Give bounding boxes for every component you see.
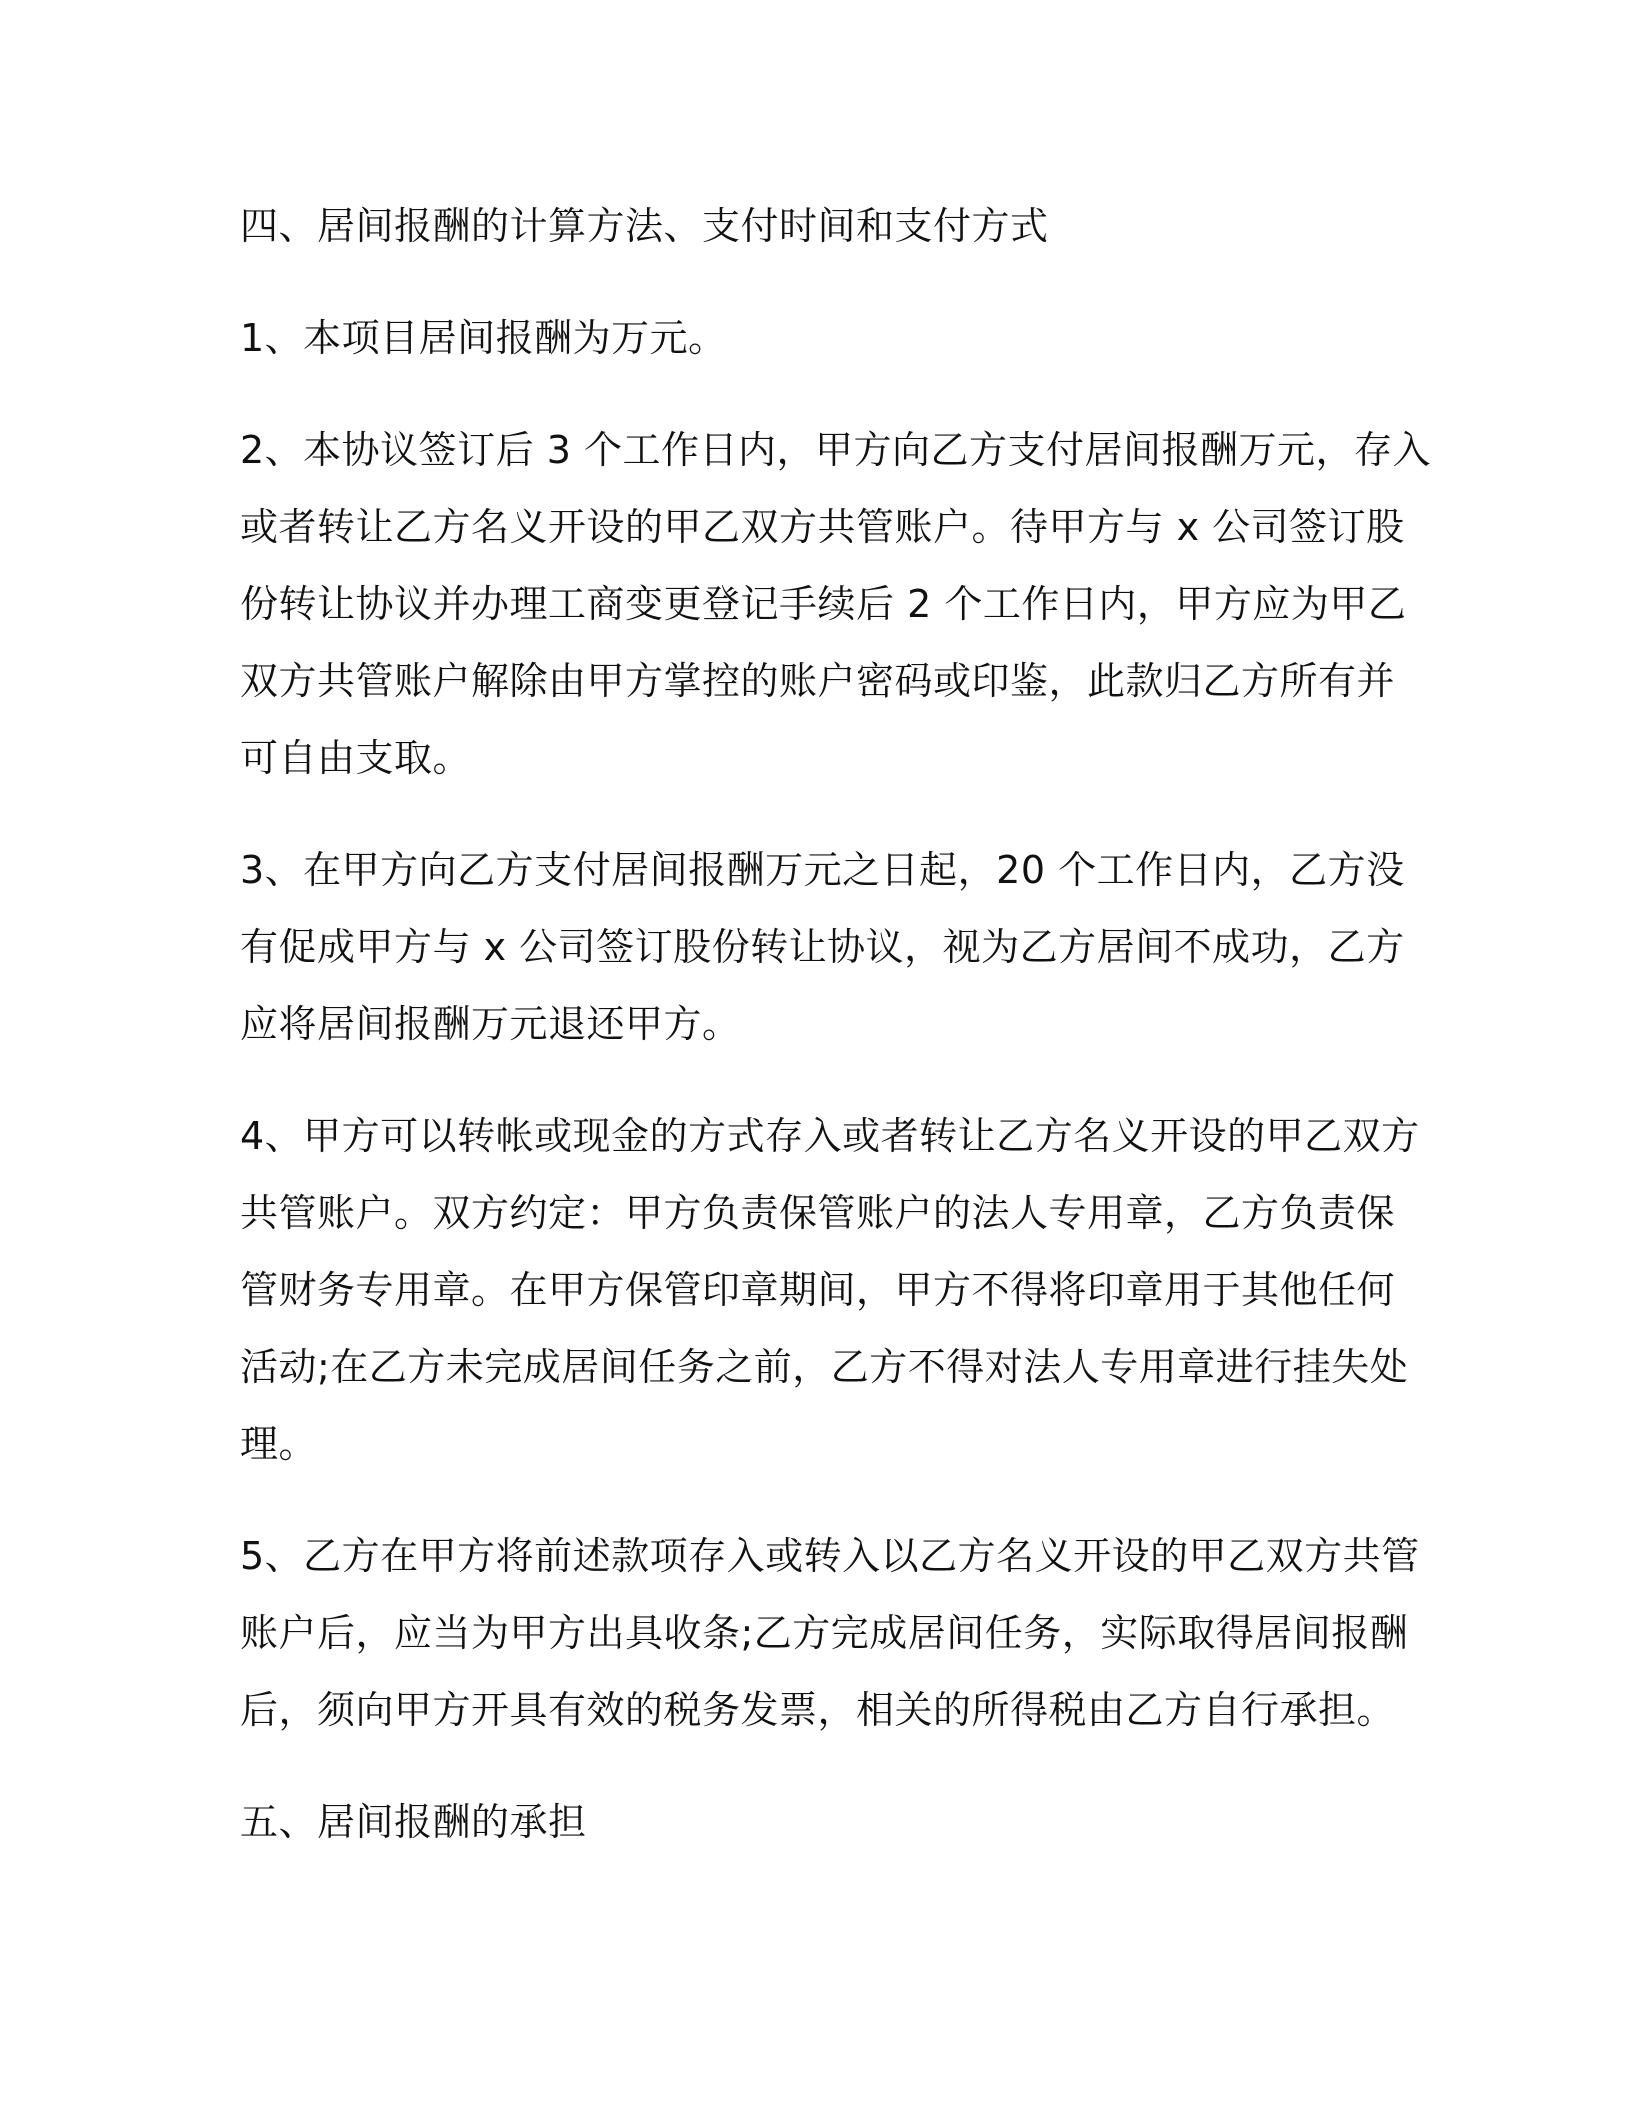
- text-line: 或者转让乙方名义开设的甲乙双方共管账户。待甲方与 x 公司签订股: [240, 505, 1405, 549]
- text-line: 活动;在乙方未完成居间任务之前，乙方不得对法人专用章进行挂失处: [240, 1345, 1409, 1389]
- text-line: 共管账户。双方约定：甲方负责保管账户的法人专用章，乙方负责保: [240, 1191, 1396, 1235]
- text-line: 可自由支取。: [240, 736, 472, 780]
- text-line: 理。: [240, 1422, 318, 1466]
- text-line: 5、乙方在甲方将前述款项存入或转入以乙方名义开设的甲乙双方共管: [240, 1534, 1420, 1578]
- section-heading-4: [240, 188, 1390, 265]
- paragraph-4: [240, 1098, 1420, 1483]
- paragraph-1: [240, 300, 1390, 377]
- text-line: 四、居间报酬的计算方法、支付时间和支付方式: [240, 204, 1049, 248]
- text-line: 应将居间报酬万元退还甲方。: [240, 1002, 741, 1046]
- text-line: 管财务专用章。在甲方保管印章期间，甲方不得将印章用于其他任何: [240, 1268, 1396, 1312]
- text-line: 4、甲方可以转帐或现金的方式存入或者转让乙方名义开设的甲乙双方: [240, 1114, 1420, 1158]
- text-line: 双方共管账户解除由甲方掌控的账户密码或印鉴，此款归乙方所有并: [240, 659, 1396, 703]
- document-body: [240, 188, 1432, 1896]
- text-line: 1、本项目居间报酬为万元。: [240, 316, 727, 360]
- text-line: 份转让协议并办理工商变更登记手续后 2 个工作日内，甲方应为甲乙: [240, 582, 1407, 626]
- text-line: 3、在甲方向乙方支付居间报酬万元之日起，20 个工作日内，乙方没: [240, 848, 1405, 892]
- section-heading-5: [240, 1784, 1390, 1861]
- text-line: 五、居间报酬的承担: [240, 1800, 587, 1844]
- paragraph-2: [240, 412, 1432, 797]
- paragraph-3: [240, 832, 1405, 1063]
- text-line: 账户后，应当为甲方出具收条;乙方完成居间任务，实际取得居间报酬: [240, 1611, 1409, 1655]
- text-line: 后，须向甲方开具有效的税务发票，相关的所得税由乙方自行承担。: [240, 1688, 1396, 1732]
- text-line: 有促成甲方与 x 公司签订股份转让协议，视为乙方居间不成功，乙方: [240, 925, 1405, 969]
- paragraph-5: [240, 1518, 1420, 1749]
- text-line: 2、本协议签订后 3 个工作日内，甲方向乙方支付居间报酬万元，存入: [240, 428, 1432, 472]
